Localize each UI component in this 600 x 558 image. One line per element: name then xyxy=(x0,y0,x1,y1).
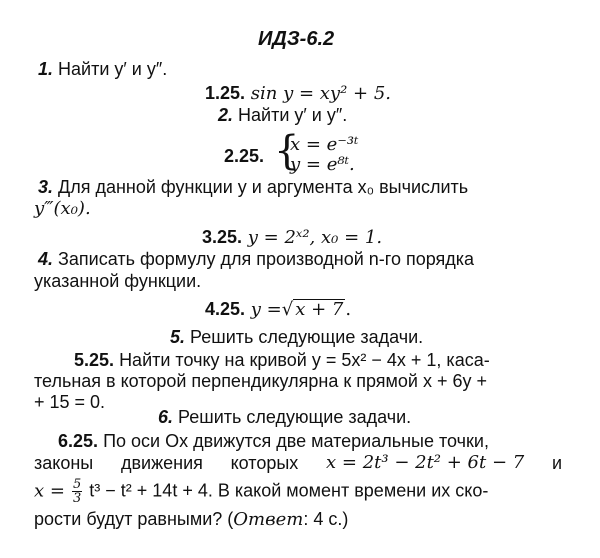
item-5-number: 5. xyxy=(170,327,186,347)
item-5-text: Решить следующие задачи. xyxy=(190,327,424,347)
line2-word-1: законы xyxy=(34,453,94,473)
line2-word-5: и xyxy=(551,453,562,473)
item-6-25-line4 xyxy=(34,508,348,531)
item-5-25 xyxy=(74,349,490,371)
answer-label: Ответ xyxy=(233,509,304,530)
item-3-25-number: 3.25. xyxy=(202,227,243,247)
item-6-25-line2 xyxy=(34,452,562,474)
item-4-text-line1: Записать формулу для производной n-го порядка xyxy=(58,249,475,269)
line2-word-2: движения xyxy=(120,453,203,473)
item-2-25-number: 2.25. xyxy=(224,146,265,166)
item-6-25-number: 6.25. xyxy=(58,431,99,451)
item-6-25 xyxy=(58,430,489,452)
item-3-25-formula: y = 2ˣ², x₀ = 1. xyxy=(247,227,383,248)
item-5-25-line2: тельная в которой перпендикулярна к прямой x + 6y + xyxy=(34,371,487,391)
item-6 xyxy=(158,406,411,428)
item-4-25-tail: . xyxy=(345,299,352,320)
line4-post: : 4 с.) xyxy=(303,509,349,529)
item-5-25-line3: + 15 = 0. xyxy=(34,392,106,412)
item-6-text: Решить следующие задачи. xyxy=(178,407,412,427)
item-1-25-number: 1.25. xyxy=(205,83,246,103)
item-1-number: 1. xyxy=(38,59,54,79)
item-4-25-radicand: x + 7 xyxy=(295,299,344,320)
system-bottom-equation: y = e⁸ᵗ. xyxy=(290,154,355,175)
item-4 xyxy=(38,248,474,270)
item-4-25-number: 4.25. xyxy=(205,299,246,319)
item-1-text: Найти y′ и y″. xyxy=(58,59,168,79)
fraction-denominator: 3 xyxy=(72,491,82,506)
item-4-number: 4. xyxy=(38,249,54,269)
item-4-25-lhs: y = xyxy=(250,299,282,320)
item-6-25-line1: По оси Ox движутся две материальные точки, xyxy=(103,431,489,451)
line4-pre: рости будут равными? ( xyxy=(34,509,234,529)
item-3-25 xyxy=(202,226,382,249)
item-3 xyxy=(38,176,568,198)
item-3-number: 3. xyxy=(38,177,54,197)
item-2-number: 2. xyxy=(218,105,234,125)
system-brace: { xyxy=(274,128,300,174)
line2-formula: x = 2t³ − 2t² + 6t − 7 xyxy=(326,452,525,473)
item-5-25-number: 5.25. xyxy=(74,350,115,370)
item-4-text-line2: указанной функции. xyxy=(34,271,202,291)
item-2-25 xyxy=(224,128,404,175)
item-3-text-line2: y‴(x₀). xyxy=(34,198,91,219)
item-4-25 xyxy=(205,298,351,321)
sqrt-sign: √ xyxy=(281,299,294,320)
page-title: ИДЗ-6.2 xyxy=(258,28,335,50)
item-2-text: Найти y′ и y″. xyxy=(238,105,348,125)
item-5 xyxy=(170,326,423,348)
line3-post: t³ − t² + 14t + 4. В какой момент времени их ско- xyxy=(89,480,489,501)
item-2 xyxy=(218,104,347,126)
item-1-25-formula: sin y = xy² + 5. xyxy=(250,83,392,104)
item-1-25 xyxy=(205,82,391,105)
fraction-numerator: 5 xyxy=(72,477,82,492)
fraction xyxy=(72,478,82,505)
system-top-equation: x = e⁻³ᵗ xyxy=(290,134,359,155)
item-6-25-line3 xyxy=(34,478,488,505)
item-3-text-line1: Для данной функции y и аргумента x₀ вычислить xyxy=(58,177,469,197)
line3-pre: x = xyxy=(34,480,65,502)
line2-word-3: которых xyxy=(230,453,299,473)
item-1 xyxy=(38,58,167,80)
item-5-25-line1: Найти точку на кривой y = 5x² − 4x + 1, каса- xyxy=(119,350,490,370)
item-6-number: 6. xyxy=(158,407,174,427)
